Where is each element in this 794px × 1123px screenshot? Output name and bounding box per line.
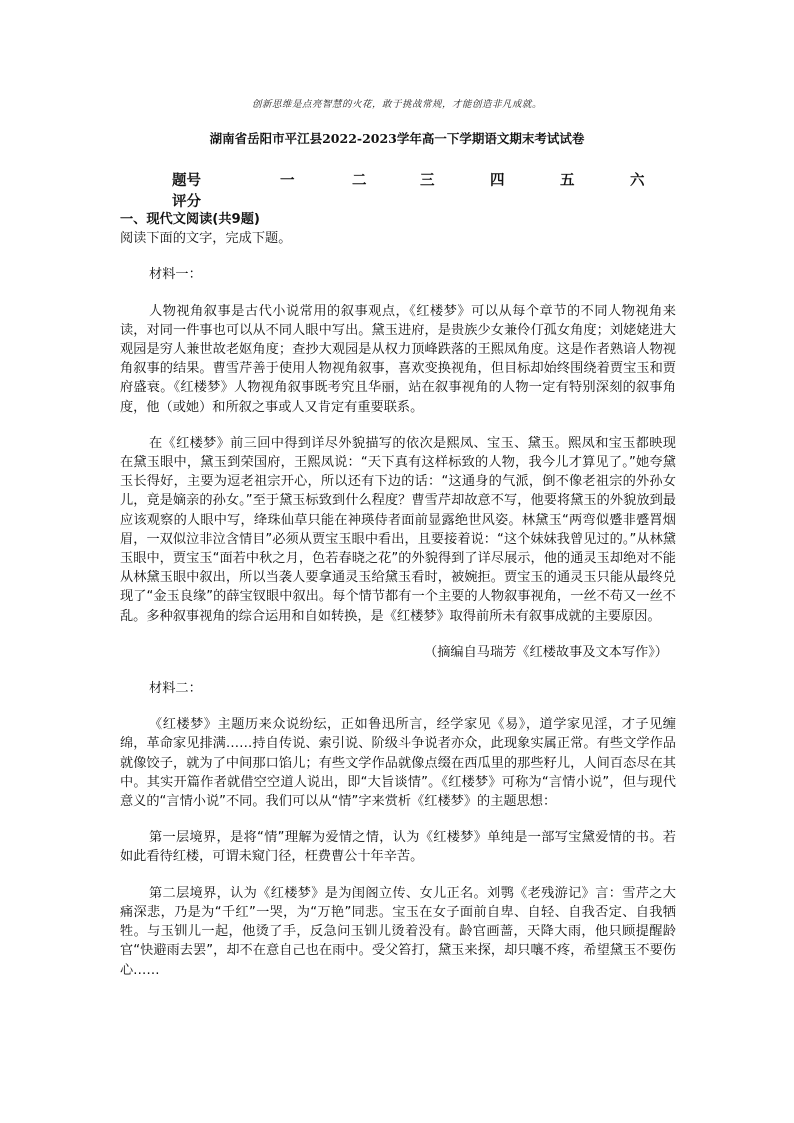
- score-col-6: 六: [630, 172, 645, 189]
- material2-paragraph: 《红楼梦》主题历来众说纷纭，正如鲁迅所言，经学家见《易》，道学家见淫，才子见缠绵，革命家见排满……持自传说、索引说、阶级斗争说者亦众，此现象实属正常。有些文学作品就像饺子，就为了中间那口馅儿；有些文学作品就像点缀在西瓜里的那些籽儿，人间百态尽在其中。其实开篇作者就借空空道人说出，即“大旨谈情”。《红楼梦》可称为“言情小说”，但与现代意义的“言情小说”不同。我们可以从“情”字来赏析《红楼梦》的主题思想：: [120, 717, 676, 810]
- section-instruction: 阅读下面的文字，完成下题。: [120, 231, 292, 247]
- score-col-2: 二: [352, 172, 367, 189]
- material1-paragraph: 人物视角叙事是古代小说常用的叙事观点，《红楼梦》可以从每个章节的不同人物视角来读，对同一件事也可以从不同人眼中写出。黛玉进府，是贵族少女兼伶仃孤女角度；刘姥姥进大观园是穷人兼世故老妪角度；查抄大观园是从权力顶峰跌落的王熙凤角度。这是作者熟谙人物视角叙事的结果。曹雪芹善于使用人物视角叙事，喜欢变换视角，但目标却始终围绕着贾宝玉和贾府盛衰。《红楼梦》人物视角叙事既考究且华丽，站在叙事视角的人物一定有特别深刻的叙事角度，他（或她）和所叙之事或人又肯定有重要联系。: [120, 303, 676, 415]
- material2-paragraph: 第一层境界，是将“情”理解为爱情之情，认为《红楼梦》单纯是一部写宝黛爱情的书。若如此看待红楼，可谓未窥门径，枉费曹公十年辛苦。: [120, 830, 676, 865]
- material2-paragraph: 第二层境界，认为《红楼梦》是为闺阁立传、女儿正名。刘鹗《老残游记》言：雪芹之大痛深悲，乃是为“千红”一哭，为“万艳”同悲。宝玉在女子面前自卑、自轻、自我否定、自我牺牲。与玉钏儿一起，他烫了手，反急问玉钏儿烫着没有。龄官画蔷，天降大雨，他只顾提醒龄官“快避雨去罢”，却不在意自己也在雨中。受父笞打，黛玉来探，却只嚷不疼，希望黛玉不要伤心……: [120, 885, 676, 978]
- section-heading: 一、现代文阅读(共9题): [120, 212, 260, 227]
- material1-source: （摘编自马瑞芳《红楼故事及文本写作》）: [424, 644, 668, 660]
- header-motto: 创新思维是点亮智慧的火花，敢于挑战常规，才能创造非凡成就。: [251, 99, 542, 110]
- score-col-5: 五: [560, 172, 575, 189]
- score-table-header: [172, 169, 652, 189]
- score-row-label: 题号: [172, 172, 201, 189]
- score-col-3: 三: [420, 172, 435, 189]
- score-col-4: 四: [490, 172, 505, 189]
- section-modern-reading: [120, 210, 676, 997]
- material2-label: 材料二：: [149, 681, 202, 697]
- score-label: 评分: [172, 193, 201, 210]
- material1-paragraph: 在《红楼梦》前三回中得到详尽外貌描写的依次是熙凤、宝玉、黛玉。熙凤和宝玉都映现在黛玉眼中，黛玉到荣国府，王熙凤说：“天下真有这样标致的人物，我今儿才算见了。”她夸黛玉长得好，主要为逗老祖宗开心，所以还有下边的话：“这通身的气派，倒不像老祖宗的外孙女儿，竟是嫡亲的孙女。”至于黛玉标致到什么程度？曹雪芹却故意不写，他要将黛玉的外貌放到最应该观察的人眼中写，绛珠仙草只能在神瑛侍者面前显露绝世风姿。林黛玉“两弯似蹙非蹙罥烟眉，一双似泣非泣含情目”必须从贾宝玉眼中看出，且要接着说：“这个妹妹我曾见过的。”从林黛玉眼中，贾宝玉“面若中秋之月，色若春晓之花”的外貌得到了详尽展示，他的通灵玉却绝对不能从林黛玉眼中叙出，所以当袭人要拿通灵玉给黛玉看时，被婉拒。贾宝玉的通灵玉只能从最终兑现了“金玉良缘”的薛宝钗眼中叙出。每个情节都有一个主要的人物叙事视角，一丝不苟又一丝不乱。多种叙事视角的综合运用和自如转换，是《红楼梦》取得前所未有叙事成就的主要原因。: [120, 435, 676, 624]
- material1-label: 材料一：: [149, 267, 202, 283]
- exam-title: 湖南省岳阳市平江县2022-2023学年高一下学期语文期末考试试卷: [209, 131, 585, 146]
- score-col-1: 一: [280, 172, 295, 189]
